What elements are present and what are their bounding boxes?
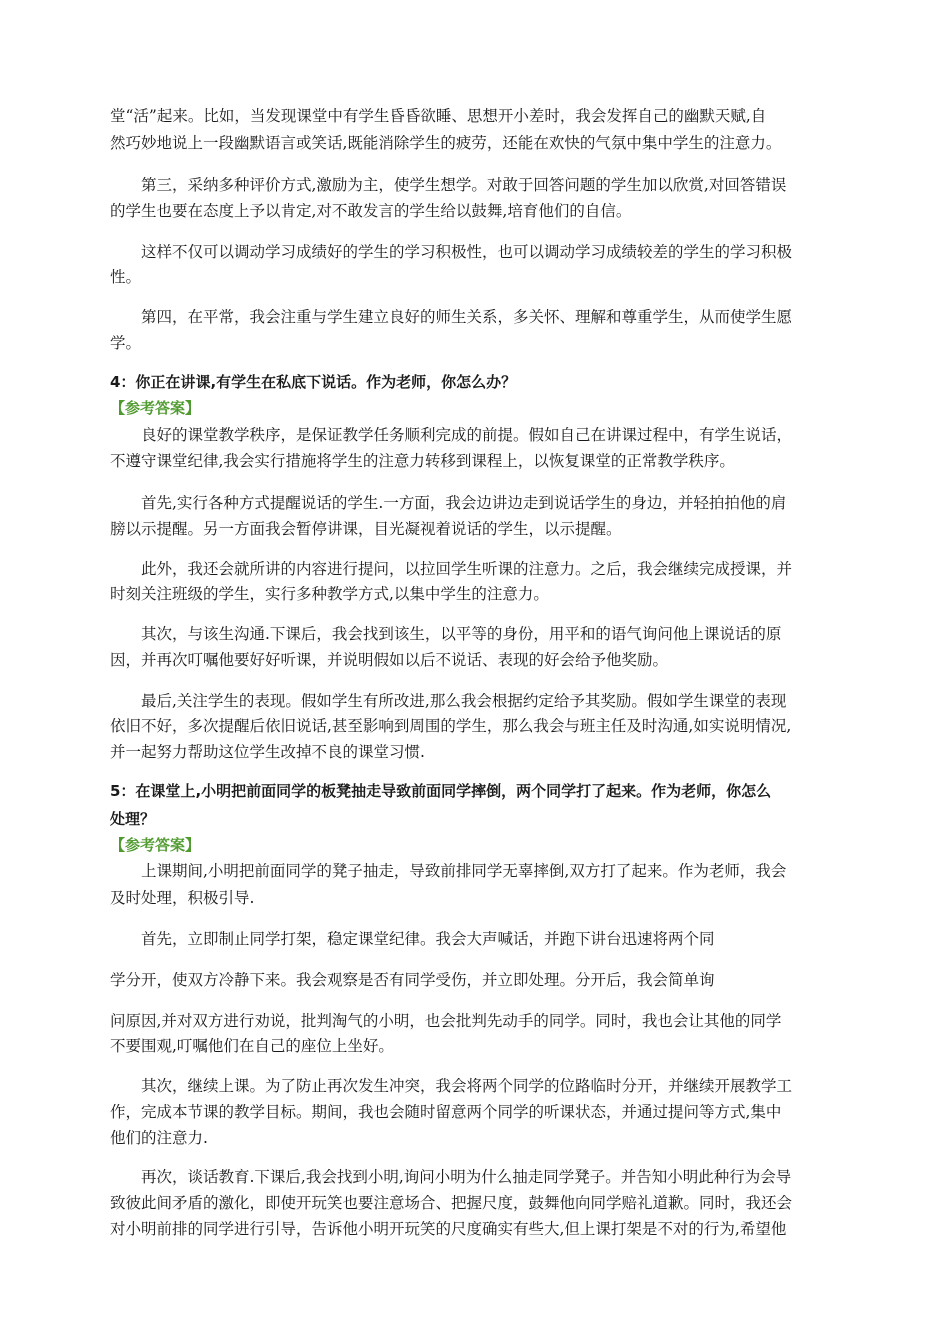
paragraph-line: 首先,实行各种方式提醒说话的学生.一方面，我会边讲边走到说话学生的身边，并轻拍拍他的肩 bbox=[110, 494, 787, 512]
paragraph-line: 时刻关注班级的学生，实行多种教学方式,以集中学生的注意力。 bbox=[110, 585, 549, 603]
answer-label: 【参考答案】 bbox=[110, 836, 201, 854]
question-heading: 5：在课堂上,小明把前面同学的板凳抽走导致前面同学摔倒，两个同学打了起来。作为老师，你怎么 bbox=[110, 782, 772, 800]
paragraph-line: 这样不仅可以调动学习成绩好的学生的学习积极性，也可以调动学习成绩较差的学生的学习积极 bbox=[110, 243, 793, 261]
paragraph-line: 因，并再次叮嘱他要好好听课，并说明假如以后不说话、表现的好会给予他奖励。 bbox=[110, 651, 669, 669]
paragraph-line: 其次，与该生沟通.下课后，我会找到该生，以平等的身份，用平和的语气询问他上课说话的原 bbox=[110, 625, 782, 643]
paragraph-line: 学分开，使双方冷静下来。我会观察是否有同学受伤，并立即处理。分开后，我会简单询 bbox=[110, 971, 715, 989]
paragraph-line: 及时处理，积极引导. bbox=[110, 889, 255, 907]
question-heading: 处理？ bbox=[110, 810, 156, 828]
paragraph-line: 作，完成本节课的教学目标。期间，我也会随时留意两个同学的听课状态，并通过提问等方式,集中 bbox=[110, 1103, 782, 1121]
paragraph-line: 依旧不好，多次提醒后依旧说话,甚至影响到周围的学生，那么我会与班主任及时沟通,如实说明情况, bbox=[110, 717, 792, 735]
paragraph-line: 学。 bbox=[110, 334, 142, 352]
paragraph-line: 第四，在平常，我会注重与学生建立良好的师生关系，多关怀、理解和尊重学生，从而使学生愿 bbox=[110, 308, 793, 326]
paragraph-line: 他们的注意力. bbox=[110, 1129, 208, 1147]
paragraph-line: 再次，谈话教育.下课后,我会找到小明,询问小明为什么抽走同学凳子。并告知小明此种行为会导 bbox=[110, 1168, 792, 1186]
question-heading: 4：你正在讲课,有学生在私底下说话。作为老师，你怎么办？ bbox=[110, 373, 517, 391]
answer-label: 【参考答案】 bbox=[110, 399, 201, 417]
paragraph-line: 堂“活”起来。比如，当发现课堂中有学生昏昏欲睡、思想开小差时，我会发挥自己的幽默天赋,自 bbox=[110, 107, 767, 125]
paragraph-line: 其次，继续上课。为了防止再次发生冲突，我会将两个同学的位路临时分开，并继续开展教学工 bbox=[110, 1077, 793, 1095]
paragraph-line: 对小明前排的同学进行引导，告诉他小明开玩笑的尺度确实有些大,但上课打架是不对的行为,希望他 bbox=[110, 1220, 787, 1238]
paragraph-line: 首先，立即制止同学打架，稳定课堂纪律。我会大声喊话，并跑下讲台迅速将两个同 bbox=[110, 930, 715, 948]
paragraph-line: 此外，我还会就所讲的内容进行提问，以拉回学生听课的注意力。之后，我会继续完成授课，并 bbox=[110, 560, 793, 578]
paragraph-line: 膀以示提醒。另一方面我会暂停讲课，目光凝视着说话的学生，以示提醒。 bbox=[110, 520, 622, 538]
paragraph-line: 性。 bbox=[110, 268, 142, 286]
paragraph-line: 第三，采纳多种评价方式,激励为主，使学生想学。对敢于回答问题的学生加以欣赏,对回答错误 bbox=[110, 176, 787, 194]
paragraph-line: 上课期间,小明把前面同学的凳子抽走，导致前排同学无辜摔倒,双方打了起来。作为老师，我会 bbox=[110, 862, 787, 880]
paragraph-line: 良好的课堂教学秩序，是保证教学任务顺利完成的前提。假如自己在讲课过程中，有学生说话， bbox=[110, 426, 793, 444]
paragraph-line: 致彼此间矛盾的激化，即使开玩笑也要注意场合、把握尺度，鼓舞他向同学赔礼道歉。同时，我还会 bbox=[110, 1194, 793, 1212]
paragraph-line: 并一起努力帮助这位学生改掉不良的课堂习惯. bbox=[110, 743, 425, 761]
paragraph-line: 的学生也要在态度上予以肯定,对不敢发言的学生给以鼓舞,培育他们的自信。 bbox=[110, 202, 632, 220]
paragraph-line: 不遵守课堂纪律,我会实行措施将学生的注意力转移到课程上，以恢复课堂的正常教学秩序。 bbox=[110, 452, 735, 470]
paragraph-line: 然巧妙地说上一段幽默语言或笑话,既能消除学生的疲劳，还能在欢快的气氛中集中学生的注意力。 bbox=[110, 134, 782, 152]
paragraph-line: 最后,关注学生的表现。假如学生有所改进,那么我会根据约定给予其奖励。假如学生课堂的表现 bbox=[110, 692, 787, 710]
paragraph-line: 问原因,并对双方进行劝说，批判淘气的小明，也会批判先动手的同学。同时，我也会让其他的同学 bbox=[110, 1012, 782, 1030]
paragraph-line: 不要围观,叮嘱他们在自己的座位上坐好。 bbox=[110, 1037, 394, 1055]
